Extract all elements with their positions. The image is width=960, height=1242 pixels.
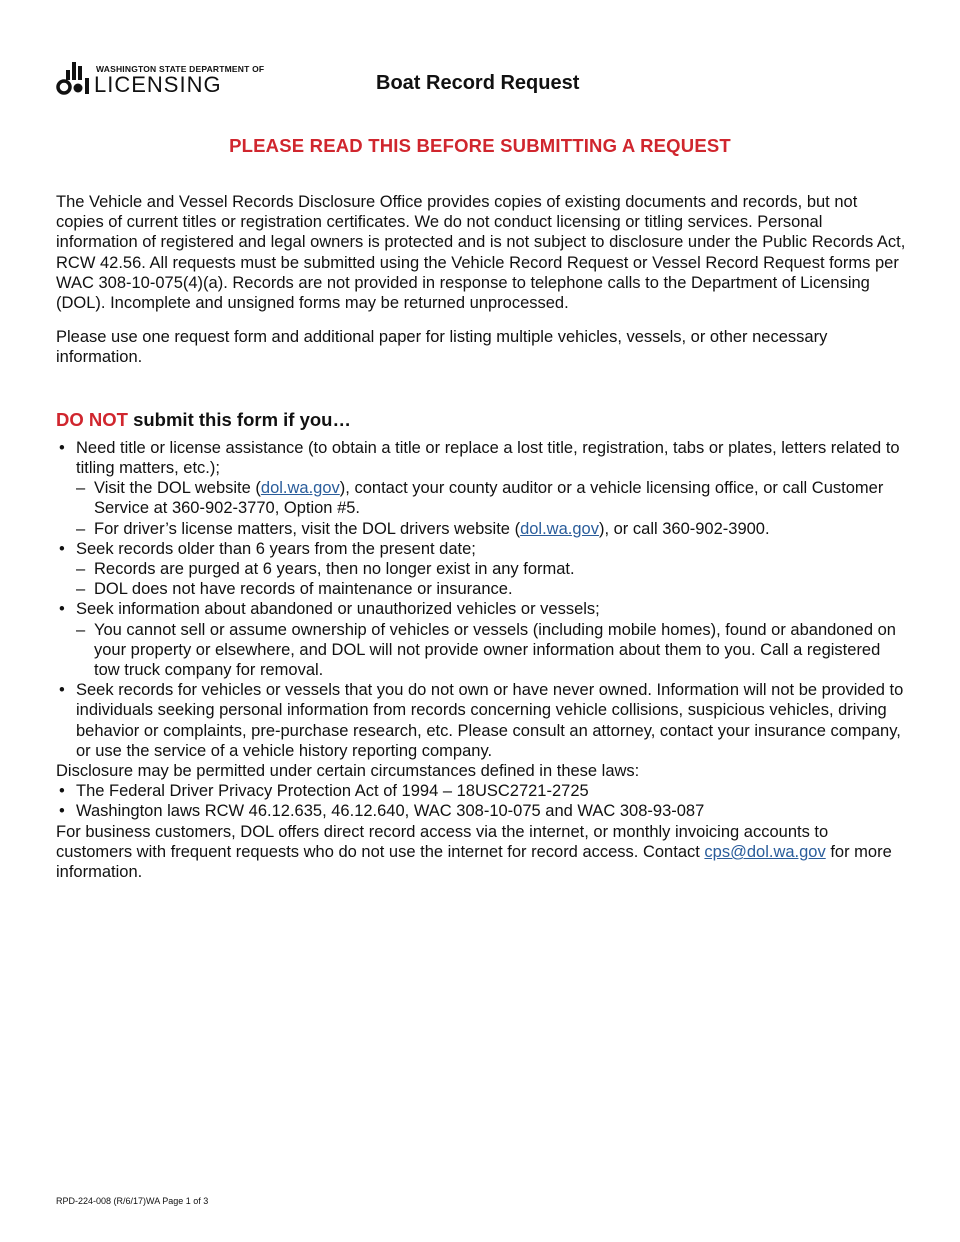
instructions-paragraph: Please use one request form and additional paper for listing multiple vehicles, vessels, or other necessary information. <box>56 328 828 367</box>
logo-licensing-text: LICENSING <box>94 72 222 97</box>
law-item: • Washington laws RCW 46.12.635, 46.12.640, WAC 308-10-075 and WAC 308-93-087 <box>56 801 908 821</box>
sub-list-item <box>56 519 908 539</box>
form-footer: RPD-224-008 (R/6/17)WA Page 1 of 3 <box>56 1196 209 1206</box>
business-paragraph <box>56 822 908 883</box>
dol-logo-icon <box>56 60 92 96</box>
text: Visit the DOL website ( <box>94 479 261 498</box>
section-heading <box>56 410 908 430</box>
warning-heading: PLEASE READ THIS BEFORE SUBMITTING A REQUEST <box>229 135 731 156</box>
dol-logo <box>56 60 265 100</box>
email-link[interactable]: cps@dol.wa.gov <box>704 842 826 861</box>
sub-list-item <box>56 478 908 518</box>
text: For business customers, DOL offers direct record access via the internet, or monthly invoicing accounts to customers with frequent requests who do not use the internet for record access. Contact <box>56 822 829 861</box>
intro-paragraph: The Vehicle and Vessel Records Disclosure Office provides copies of existing documents and records, but not copies of current titles or registration certificates. We do not conduct licensing or titling services. Personal information of registered and legal owners is protected and is not subject to disclosure under the Public Records Act, RCW 42.56. All requests must be submitted using the Vehicle Record Request or Vessel Record Request forms per WAC 308-10-075(4)(a). Records are not provided in response to telephone calls to the Department of Licensing (DOL). Incomplete and unsigned forms may be returned unprocessed. <box>56 193 906 313</box>
sub-list-item: – You cannot sell or assume ownership of vehicles or vessels (including mobile homes), found or abandoned on your property or elsewhere, and DOL will not provide owner information about them to you. Call a registered tow truck company for removal. <box>56 620 908 681</box>
text: ), contact your county auditor or a vehicle licensing office, or call Customer Service at 360-902-3770, Option #5. <box>94 479 884 518</box>
sub-list-item: – Records are purged at 6 years, then no longer exist in any format. <box>56 559 908 579</box>
disclosure-text: Disclosure may be permitted under certain circumstances defined in these laws: <box>56 762 640 781</box>
do-not-label: DO NOT <box>56 408 128 430</box>
list-item: • Need title or license assistance (to obtain a title or replace a lost title, registration, tabs or plates, letters related to titling matters, etc.); <box>56 438 908 478</box>
dol-drivers-website-link[interactable]: dol.wa.gov <box>520 519 599 538</box>
text: For driver’s license matters, visit the DOL drivers website ( <box>94 519 521 538</box>
section-heading-rest: submit this form if you… <box>127 408 351 430</box>
text: for more information. <box>56 842 892 882</box>
list-item: • Seek information about abandoned or unauthorized vehicles or vessels; <box>56 599 908 619</box>
dol-website-link[interactable]: dol.wa.gov <box>260 479 340 498</box>
document-body <box>56 192 908 882</box>
list-item: • Seek records for vehicles or vessels that you do not own or have never owned. Information will not be provided to individuals seeking personal information from records concerning vehicle collisions, suspicious vehicles, driving behavior or complaints, pre-purchase research, etc. Please consult an attorney, contact your insurance company, or use the service of a vehicle history reporting company. <box>56 680 908 761</box>
sub-list-item: – DOL does not have records of maintenance or insurance. <box>56 579 908 599</box>
law-item: • The Federal Driver Privacy Protection Act of 1994 – 18USC2721-2725 <box>56 781 908 801</box>
text: ), or call 360-902-3900. <box>598 519 770 538</box>
document-title: Boat Record Request <box>376 72 580 94</box>
list-item: • Seek records older than 6 years from the present date; <box>56 539 908 559</box>
logo-department-text: WASHINGTON STATE DEPARTMENT OF <box>96 64 265 74</box>
